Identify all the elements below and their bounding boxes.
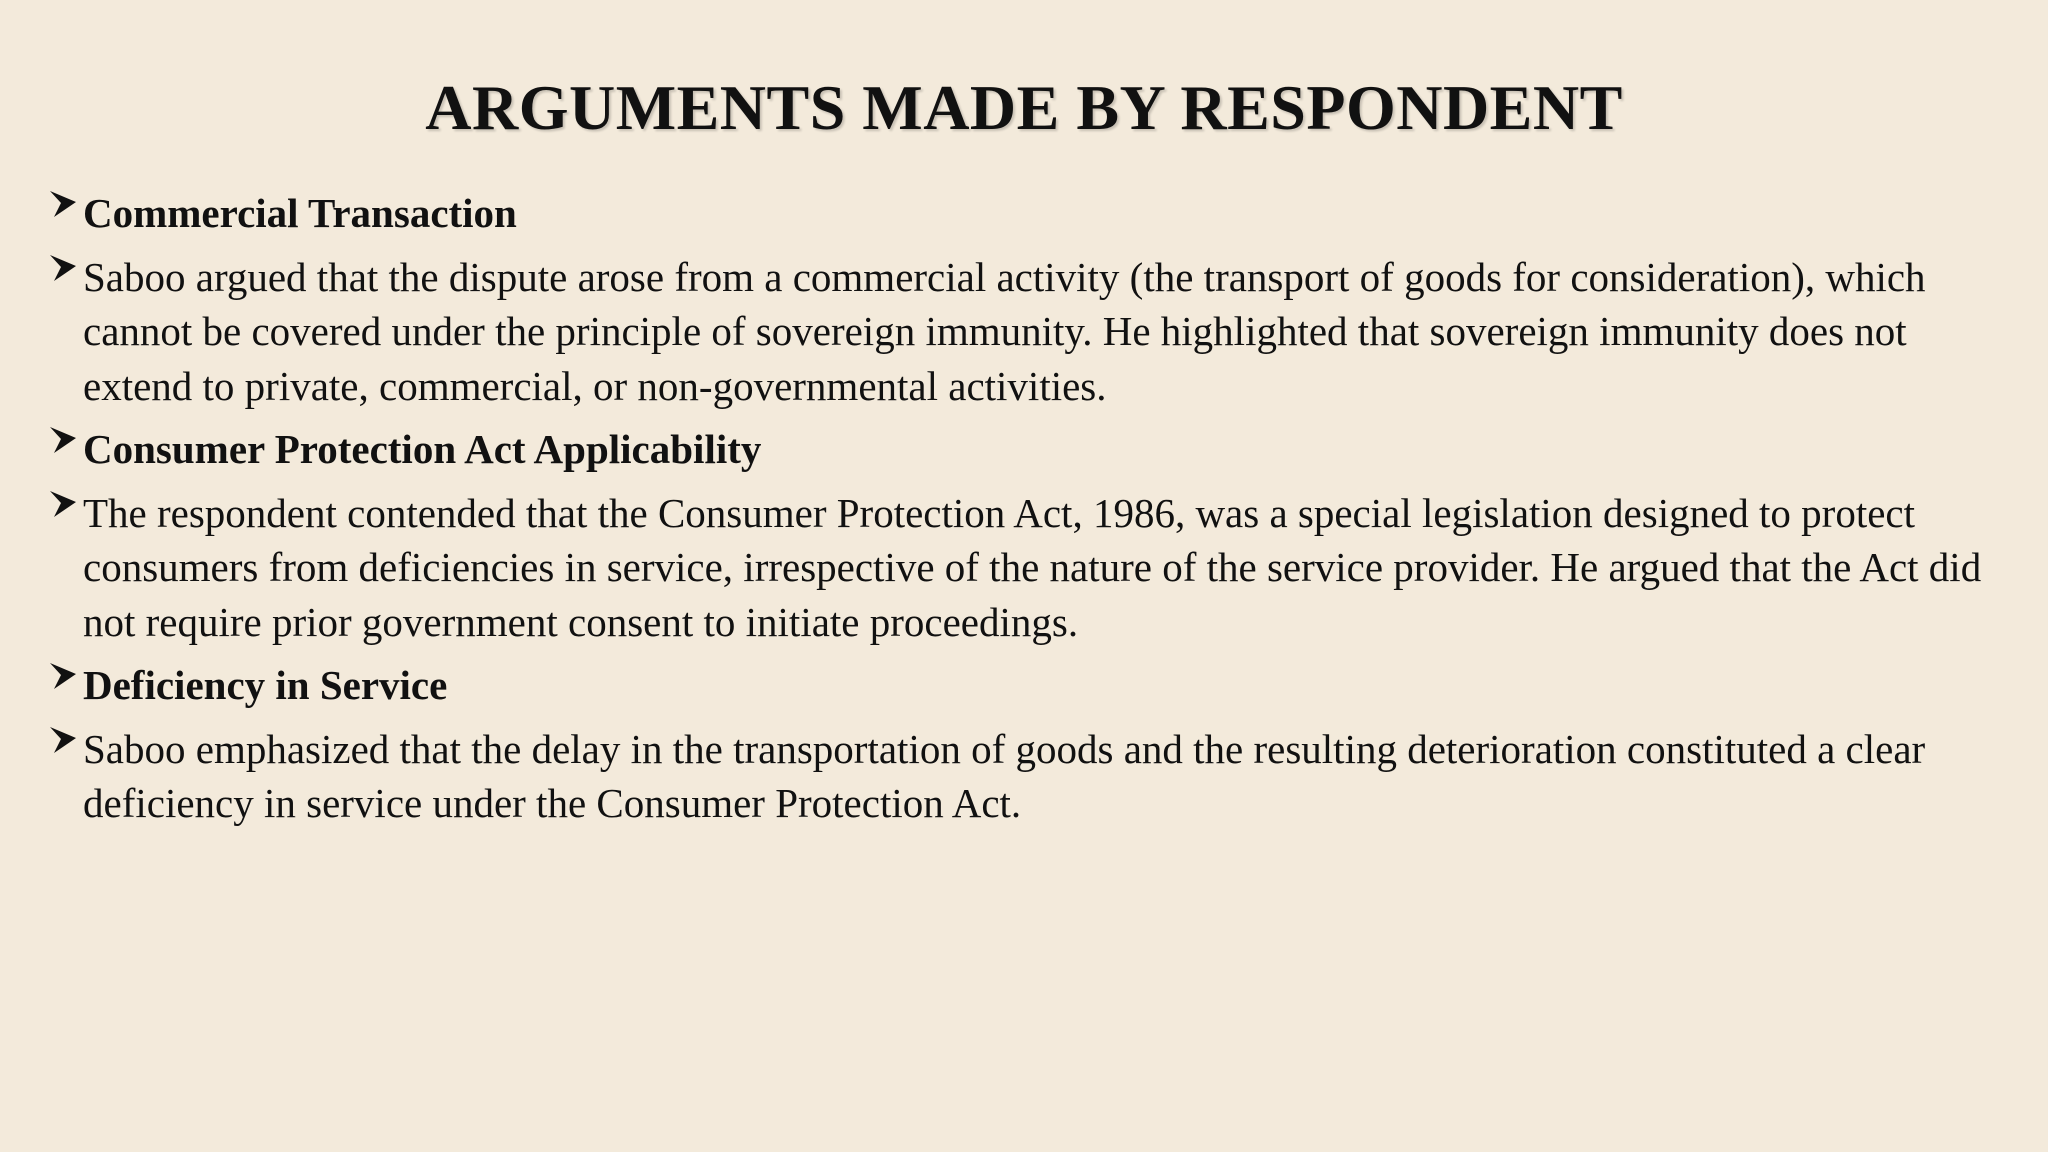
bullet-text: Commercial Transaction [83, 190, 517, 236]
bullet-deficiency-argument [48, 722, 2018, 831]
arrowhead-bullet-icon [48, 189, 78, 219]
bullet-heading-deficiency-in-service [48, 658, 2018, 713]
slide-title: ARGUMENTS MADE BY RESPONDENT [425, 72, 1623, 143]
bullet-text: Deficiency in Service [83, 662, 448, 708]
bullet-text: Saboo emphasized that the delay in the transportation of goods and the resulting deterioration constituted a clear deficiency in service under the Consumer Protection Act. [83, 725, 1926, 826]
bullet-heading-consumer-protection-act [48, 422, 2018, 477]
arrowhead-bullet-icon [48, 725, 78, 755]
bullet-list [48, 186, 2018, 840]
bullet-text: Consumer Protection Act Applicability [83, 426, 762, 472]
arrowhead-bullet-icon [48, 253, 78, 283]
arrowhead-bullet-icon [48, 425, 78, 455]
arrowhead-bullet-icon [48, 489, 78, 519]
bullet-commercial-argument [48, 250, 2018, 414]
bullet-heading-commercial-transaction [48, 186, 2018, 241]
bullet-text: Saboo argued that the dispute arose from a commercial activity (the transport of goods for consideration), which cannot be covered under the principle of sovereign immunity. He highlighted that sovereign immunity does not extend to private, commercial, or non-governmental activities. [83, 253, 1926, 409]
arrowhead-bullet-icon [48, 661, 78, 691]
bullet-consumer-protection-argument [48, 486, 2018, 650]
bullet-text: The respondent contended that the Consumer Protection Act, 1986, was a special legislation designed to protect consumers from deficiencies in service, irrespective of the nature of the service provider. He argued that the Act did not require prior government consent to initiate proceedings. [83, 489, 1982, 645]
